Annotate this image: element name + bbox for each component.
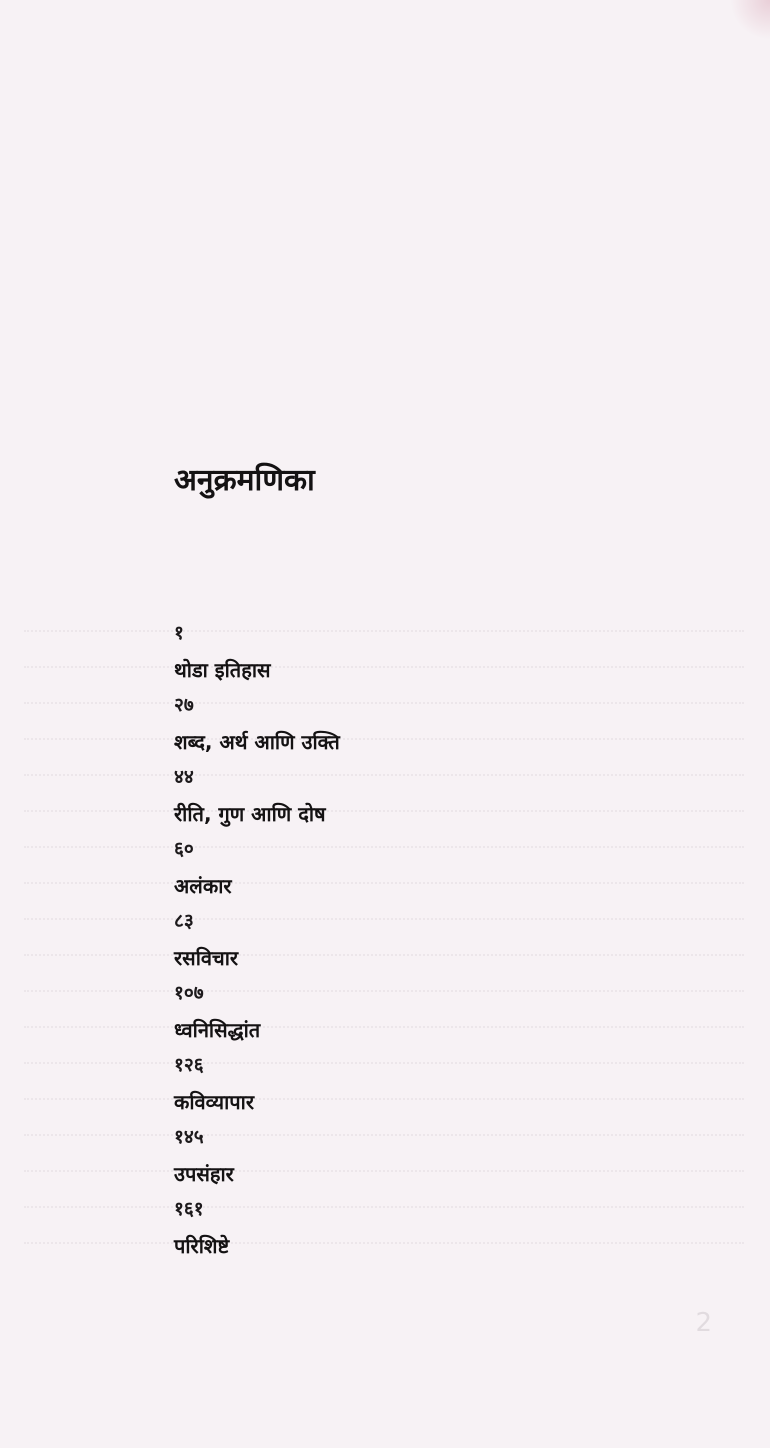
toc-entry xyxy=(174,764,494,836)
toc-entry xyxy=(174,692,494,764)
toc-page-number: १४५ xyxy=(174,1126,204,1148)
toc-page-number: १२६ xyxy=(174,1054,204,1076)
toc-chapter-title: कविव्यापार xyxy=(174,1090,254,1114)
toc-chapter-title: ध्वनिसिद्धांत xyxy=(174,1018,261,1042)
toc-chapter-title: थोडा इतिहास xyxy=(174,658,271,682)
toc-page-number: २७ xyxy=(174,694,194,716)
toc-entry xyxy=(174,908,494,980)
toc-chapter-title: उपसंहार xyxy=(174,1162,234,1186)
toc-entry xyxy=(174,1196,494,1268)
toc-chapter-title: परिशिष्टे xyxy=(174,1234,230,1258)
show-through-page-number: 2 xyxy=(695,1308,712,1338)
toc-page-number: १ xyxy=(174,622,184,644)
toc-entry xyxy=(174,620,494,692)
toc-chapter-title: रीति, गुण आणि दोष xyxy=(174,802,326,826)
toc-entry xyxy=(174,1052,494,1124)
toc-page-number: ८३ xyxy=(174,910,194,932)
toc-page-number: ६० xyxy=(174,838,194,860)
toc-page-number: १०७ xyxy=(174,982,204,1004)
toc-entry xyxy=(174,836,494,908)
page-corner-shade xyxy=(730,0,770,40)
toc-chapter-title: अलंकार xyxy=(174,874,232,898)
page-title: अनुक्रमणिका xyxy=(174,463,315,498)
toc-page-number: ४४ xyxy=(174,766,194,788)
toc-page-number: १६१ xyxy=(174,1198,204,1220)
table-of-contents xyxy=(174,620,494,1268)
toc-entry xyxy=(174,1124,494,1196)
toc-chapter-title: शब्द, अर्थ आणि उक्ति xyxy=(174,730,340,754)
toc-entry xyxy=(174,980,494,1052)
toc-chapter-title: रसविचार xyxy=(174,946,239,970)
